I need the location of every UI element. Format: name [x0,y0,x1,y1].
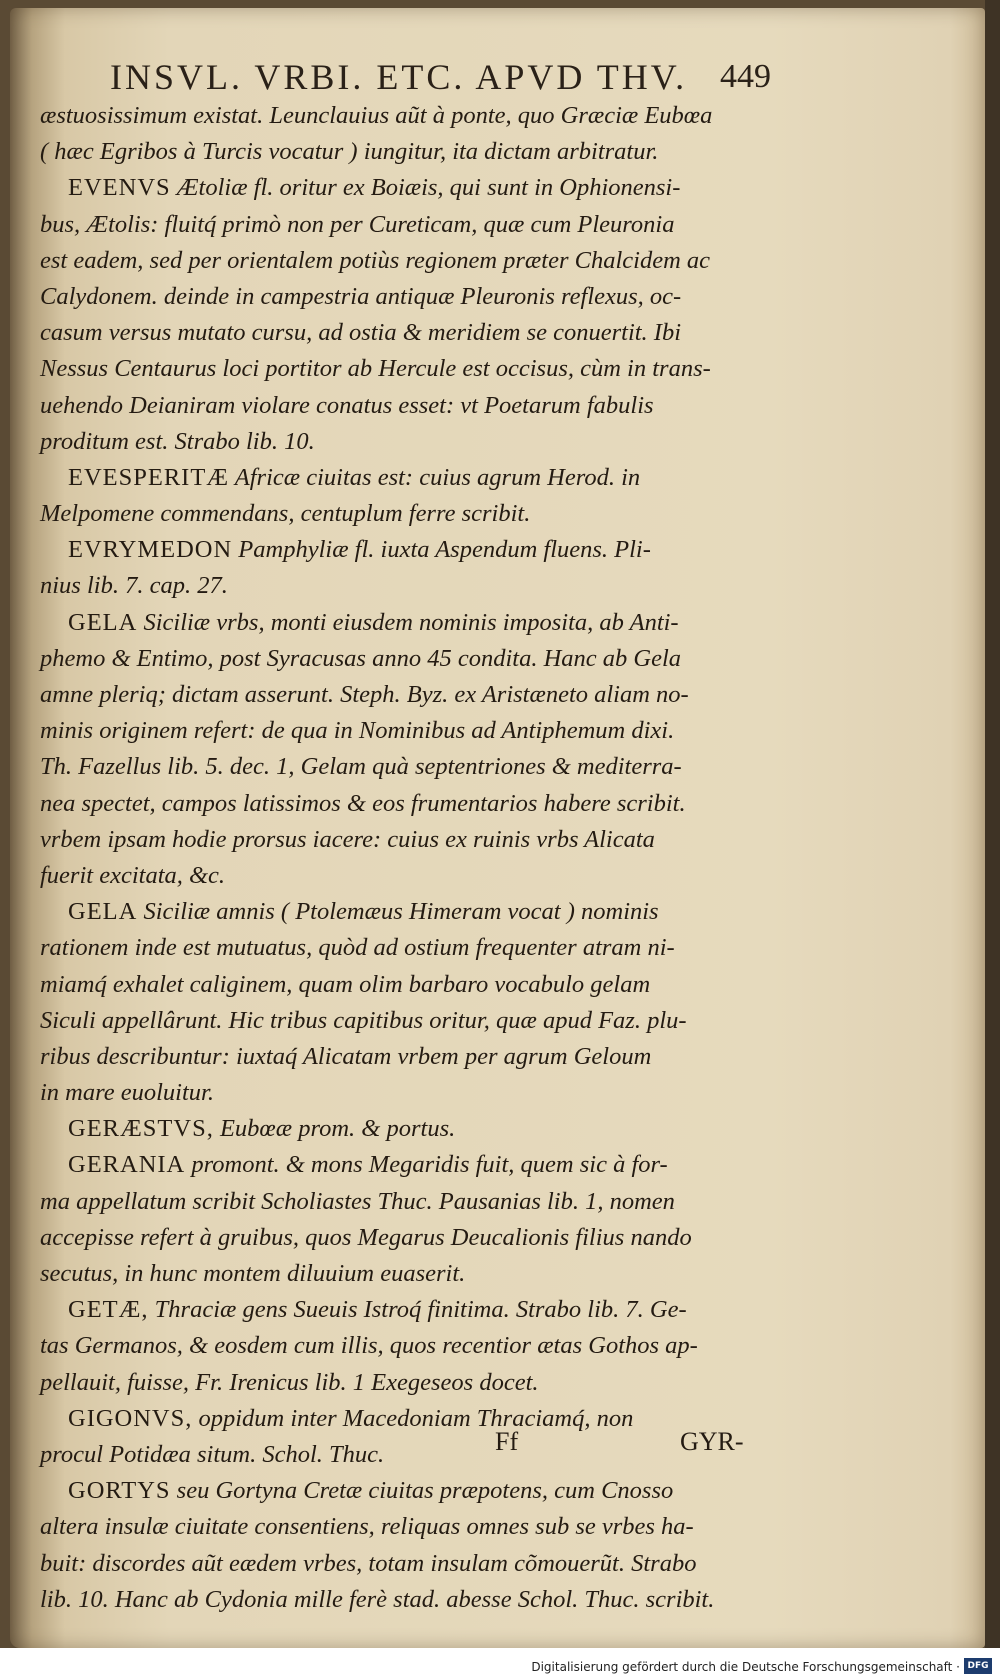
text-line [40,243,780,279]
text-line [40,1509,780,1545]
line-text: uehendo Deianiram violare conatus esset: vt Poetarum fabulis [40,391,654,419]
entry-headword: EVRYMEDON [68,536,233,564]
text-line [40,1220,780,1256]
line-text: Th. Fazellus lib. 5. dec. 1, Gelam quà septentriones & mediterra- [40,753,682,781]
text-line [40,677,780,713]
line-text: tas Germanos, & eosdem cum illis, quos recentior ætas Gothos ap- [40,1332,698,1360]
text-line [40,496,780,532]
text-line [40,1003,780,1039]
line-text: secutus, in hunc montem diluuium euaserit. [40,1260,466,1287]
text-line [40,279,780,315]
line-text: Eubœæ prom. & portus. [219,1115,456,1143]
footer-credit: Digitalisierung gefördert durch die Deutsche Forschungsgemeinschaft · [531,1660,960,1674]
text-line [40,967,780,1003]
page-text [40,98,780,1618]
text-line [40,713,780,749]
text-line [40,786,780,822]
entry-headword: EVENVS [68,174,171,202]
line-text: buit: discordes aũt eædem vrbes, totam insulam cõmouerũt. Strabo [40,1549,697,1577]
text-line [40,1546,780,1582]
line-text: proditum est. Strabo lib. 10. [40,427,315,455]
catchword: GYR- [680,1427,744,1456]
line-text: seu Gortyna Cretæ ciuitas præpotens, cum Cnosso [176,1477,674,1505]
line-text: ( hæc Egribos à Turcis vocatur ) iungitur, ita dictam arbitratur. [40,138,659,166]
line-text: casum versus mutato cursu, ad ostia & meridiem se conuertit. Ibi [40,319,682,347]
line-text: æstuosissimum existat. Leunclauius aũt à ponte, quo Græciæ Eubœa [40,102,713,129]
text-line [40,1039,780,1075]
line-text: Africæ ciuitas est: cuius agrum Herod. in [234,463,641,491]
line-text: in mare euoluitur. [40,1079,214,1107]
text-line [40,1365,780,1401]
line-text: bus, Ætolis: fluitq́ primò non per Cureticam, quæ cum Pleuronia [40,210,675,238]
text-line [40,1292,780,1328]
line-text: phemo & Entimo, post Syracusas anno 45 condita. Hanc ab Gela [40,644,682,672]
text-line [40,388,780,424]
text-line [40,1184,780,1220]
line-text: promont. & mons Megaridis fuit, quem sic à for- [191,1151,668,1179]
text-line [40,1437,780,1473]
text-line [40,207,780,243]
line-text: accepisse refert à gruibus, quos Megarus Deucalionis filius nando [40,1223,692,1251]
line-text: Siculi appellârunt. Hic tribus capitibus oritur, quæ apud Faz. plu- [40,1006,687,1034]
line-text: Thraciæ gens Sueuis Istroq́ finitima. Strabo lib. 7. Ge- [154,1296,687,1324]
dfg-logo-icon: DFG [964,1658,992,1674]
line-text: pellauit, fuisse, Fr. Irenicus lib. 1 Exegeseos docet. [40,1368,539,1396]
line-text: Siciliæ amnis ( Ptolemæus Himeram vocat ) nominis [143,898,659,926]
text-line [40,134,780,170]
text-line [40,351,780,387]
line-text: Melpomene commendans, centuplum ferre scribit. [40,500,531,528]
entry-headword: GERANIA [68,1151,186,1179]
text-line [40,930,780,966]
text-line [40,460,780,496]
line-text: procul Potidæa situm. Schol. Thuc. [40,1440,385,1468]
text-line [40,315,780,351]
line-text: vrbem ipsam hodie prorsus iacere: cuius ex ruinis vrbs Alicata [40,825,655,853]
text-line [40,894,780,930]
line-text: Siciliæ vrbs, monti eiusdem nominis imposita, ab Anti- [143,608,679,636]
text-line [40,822,780,858]
text-line [40,1401,780,1437]
entry-headword: GELA [68,608,138,636]
line-text: Calydonem. deinde in campestria antiquæ Pleuronis reflexus, oc- [40,282,682,310]
page-number: 449 [720,58,771,95]
scan-edge [985,0,1000,1648]
line-text: Nessus Centaurus loci portitor ab Hercule est occisus, cùm in trans- [40,355,711,383]
text-line [40,98,780,134]
entry-headword: GORTYS [68,1477,171,1505]
line-text: lib. 10. Hanc ab Cydonia mille ferè stad. abesse Schol. Thuc. scribit. [40,1585,715,1613]
text-line [40,858,780,894]
entry-headword: GIGONVS, [68,1404,193,1432]
line-text: fuerit excitata, &c. [40,861,226,889]
line-text: oppidum inter Macedoniam Thraciamq́, non [198,1404,634,1432]
line-text: Pamphyliæ fl. iuxta Aspendum fluens. Pli- [238,536,651,564]
text-line [40,749,780,785]
text-line [40,1473,780,1509]
entry-headword: GERÆSTVS, [68,1115,214,1143]
line-text: altera insulæ ciuitate consentiens, reliquas omnes sub se vrbes ha- [40,1513,694,1541]
line-text: miamq́ exhalet caliginem, quam olim barbaro vocabulo gelam [40,970,651,998]
text-line [40,1147,780,1183]
text-line [40,641,780,677]
running-title: INSVL. VRBI. ETC. APVD THV. [110,57,688,97]
line-text: Ætoliæ fl. oritur ex Boiæis, qui sunt in Ophionensi- [176,174,681,202]
entry-headword: GELA [68,898,138,926]
text-line [40,424,780,460]
text-line [40,1328,780,1364]
text-line [40,1582,780,1618]
line-text: minis originem refert: de qua in Nominibus ad Antiphemum dixi. [40,717,675,745]
text-line [40,1075,780,1111]
line-text: rationem inde est mutuatus, quòd ad ostium frequenter atram ni- [40,934,675,962]
line-text: ribus describuntur: iuxtaq́ Alicatam vrbem per agrum Geloum [40,1042,652,1070]
entry-headword: GETÆ, [68,1296,149,1324]
text-line [40,532,780,568]
line-text: est eadem, sed per orientalem potiùs regionem præter Chalcidem ac [40,246,711,274]
line-text: ma appellatum scribit Scholiastes Thuc. Pausanias lib. 1, nomen [40,1187,675,1215]
line-text: amne pleriq; dictam asserunt. Steph. Byz. ex Aristæneto aliam no- [40,681,689,708]
text-line [40,170,780,206]
line-text: nea spectet, campos latissimos & eos frumentarios habere scribit. [40,789,686,817]
text-line [40,568,780,604]
entry-headword: EVESPERITÆ [68,463,230,491]
text-line [40,1256,780,1292]
signature-mark: Ff [495,1427,519,1456]
text-line [40,605,780,641]
text-line [40,1111,780,1147]
line-text: nius lib. 7. cap. 27. [40,572,228,600]
